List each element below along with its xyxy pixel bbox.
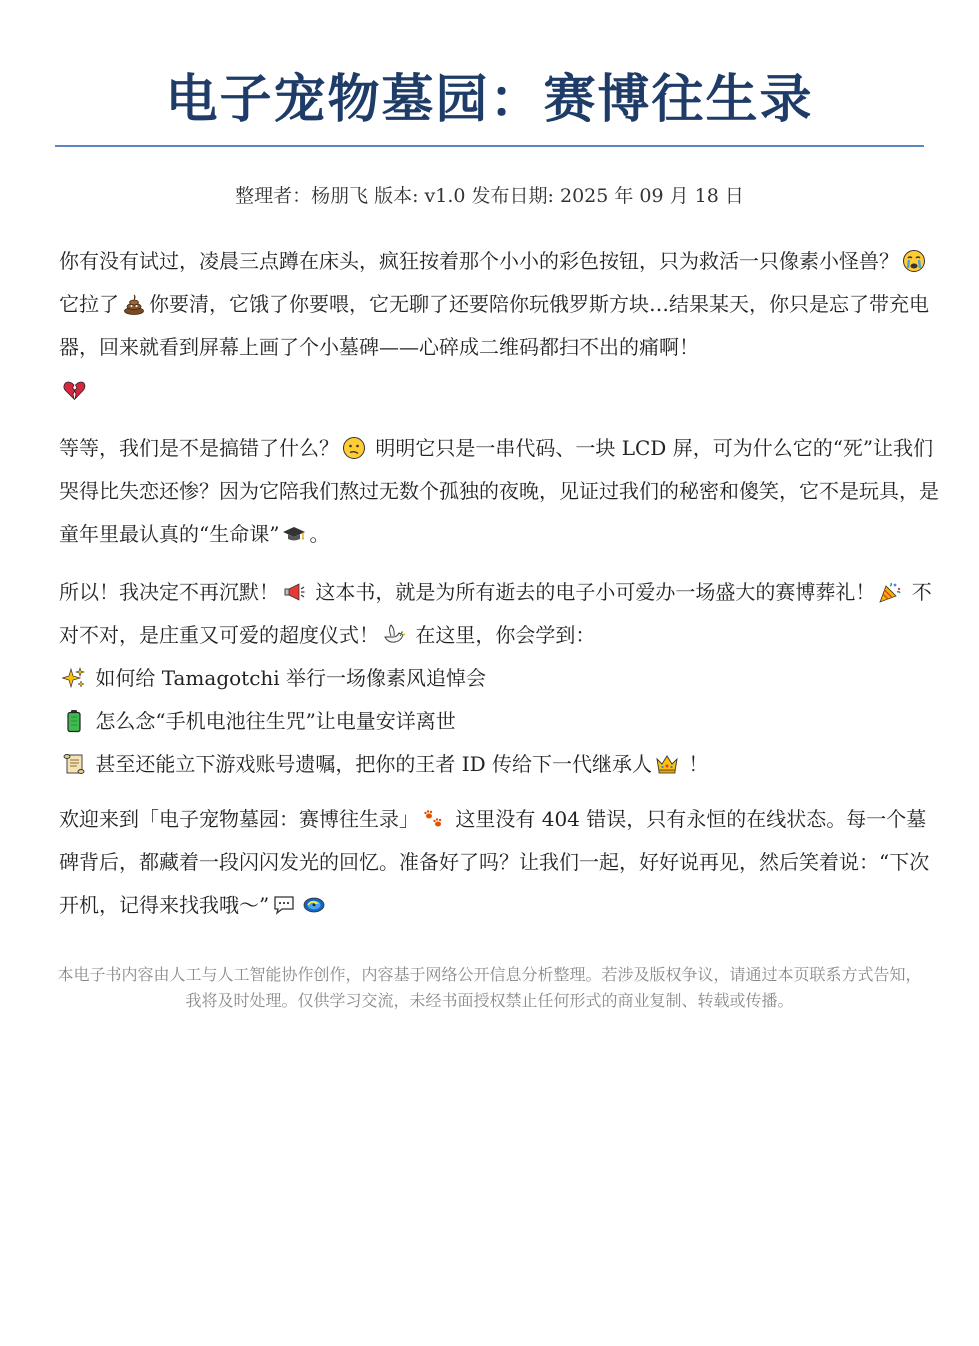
paragraph-intro xyxy=(59,240,944,412)
speech-bubble-icon xyxy=(272,893,296,917)
broken-heart-icon xyxy=(62,378,86,402)
list-item xyxy=(59,743,944,786)
graduation-cap-icon xyxy=(282,522,306,546)
paragraph-question xyxy=(59,427,944,556)
sparkles-icon xyxy=(62,666,86,690)
confused-face-icon xyxy=(342,436,366,460)
copyright-notice: 本电子书内容由人工与人工智能协作创作，内容基于网络公开信息分析整理。若涉及版权争议，请通过本页联系方式告知，我将及时处理。仅供学习交流，未经书面授权禁止任何形式的商业复制、转载或传播。 xyxy=(57,965,922,1010)
document-meta: 整理者：杨朋飞 版本: v1.0 发布日期: 2025 年 09 月 18 日 xyxy=(235,185,744,207)
announcement-text-1: 所以！我决定不再沉默！ xyxy=(59,580,279,604)
welcome-text-1: 欢迎来到「电子宠物墓园：赛博往生录」 xyxy=(59,807,419,831)
list-item-text: 怎么念“手机电池往生咒”让电量安详离世 xyxy=(89,709,456,733)
announcement-text-2: 这本书，就是为所有逝去的电子小可爱办一场盛大的赛博葬礼！ xyxy=(309,580,876,604)
crying-face-icon xyxy=(902,249,926,273)
list-item xyxy=(59,700,944,743)
pile-of-poo-icon xyxy=(122,292,146,316)
intro-text-2: 它拉了 xyxy=(59,292,119,316)
question-text-3: 。 xyxy=(309,522,330,546)
list-item-text: 甚至还能立下游戏账号遗嘱，把你的王者 ID 传给下一代继承人 xyxy=(89,752,653,776)
swirl-portal-icon xyxy=(302,893,326,917)
list-item-text: 如何给 Tamagotchi 举行一场像素风追悼会 xyxy=(89,666,487,690)
paw-prints-icon xyxy=(422,807,446,831)
learning-list xyxy=(59,657,944,786)
welcome-text-2: 这里没有 404 错误，只有永恒的在线状态。每一个墓碑背后，都藏着一段闪闪发光的回忆。准备好了吗？让我们一起，好好说再见，然后笑着说：“下次开机，记得来找我哦～” xyxy=(59,807,930,917)
list-item xyxy=(59,657,944,700)
dove-icon xyxy=(382,623,406,647)
announcement-text-3: 不对不对，是庄重又可爱的超度仪式！ xyxy=(59,580,932,647)
announcement-text-4: 在这里，你会学到： xyxy=(409,623,596,647)
battery-icon xyxy=(62,709,86,733)
intro-text-1: 你有没有试过，凌晨三点蹲在床头，疯狂按着那个小小的彩色按钮，只为救活一只像素小怪兽？ xyxy=(59,249,899,273)
page-title: 电子宠物墓园：赛博往生录 xyxy=(165,70,814,130)
title-divider xyxy=(55,145,924,147)
question-text-2: 明明它只是一串代码、一块 LCD 屏，可为什么它的“死”让我们哭得比失恋还惨？因为它陪我们熬过无数个孤独的夜晚，见证过我们的秘密和傻笑，它不是玩具，是童年里最认真的“生命课” xyxy=(59,436,939,546)
paragraph-announcement xyxy=(59,571,944,657)
scroll-icon xyxy=(62,752,86,776)
question-text-1: 等等，我们是不是搞错了什么？ xyxy=(59,436,339,460)
document-body xyxy=(59,240,944,942)
intro-text-3: 你要清，它饿了你要喂，它无聊了还要陪你玩俄罗斯方块…结果某天，你只是忘了带充电器，回来就看到屏幕上画了个小墓碑——心碎成二维码都扫不出的痛啊！ xyxy=(59,292,929,359)
megaphone-icon xyxy=(282,580,306,604)
paragraph-welcome xyxy=(59,798,944,927)
party-popper-icon xyxy=(878,580,902,604)
list-item-text-end: ！ xyxy=(682,752,709,776)
crown-icon xyxy=(655,752,679,776)
